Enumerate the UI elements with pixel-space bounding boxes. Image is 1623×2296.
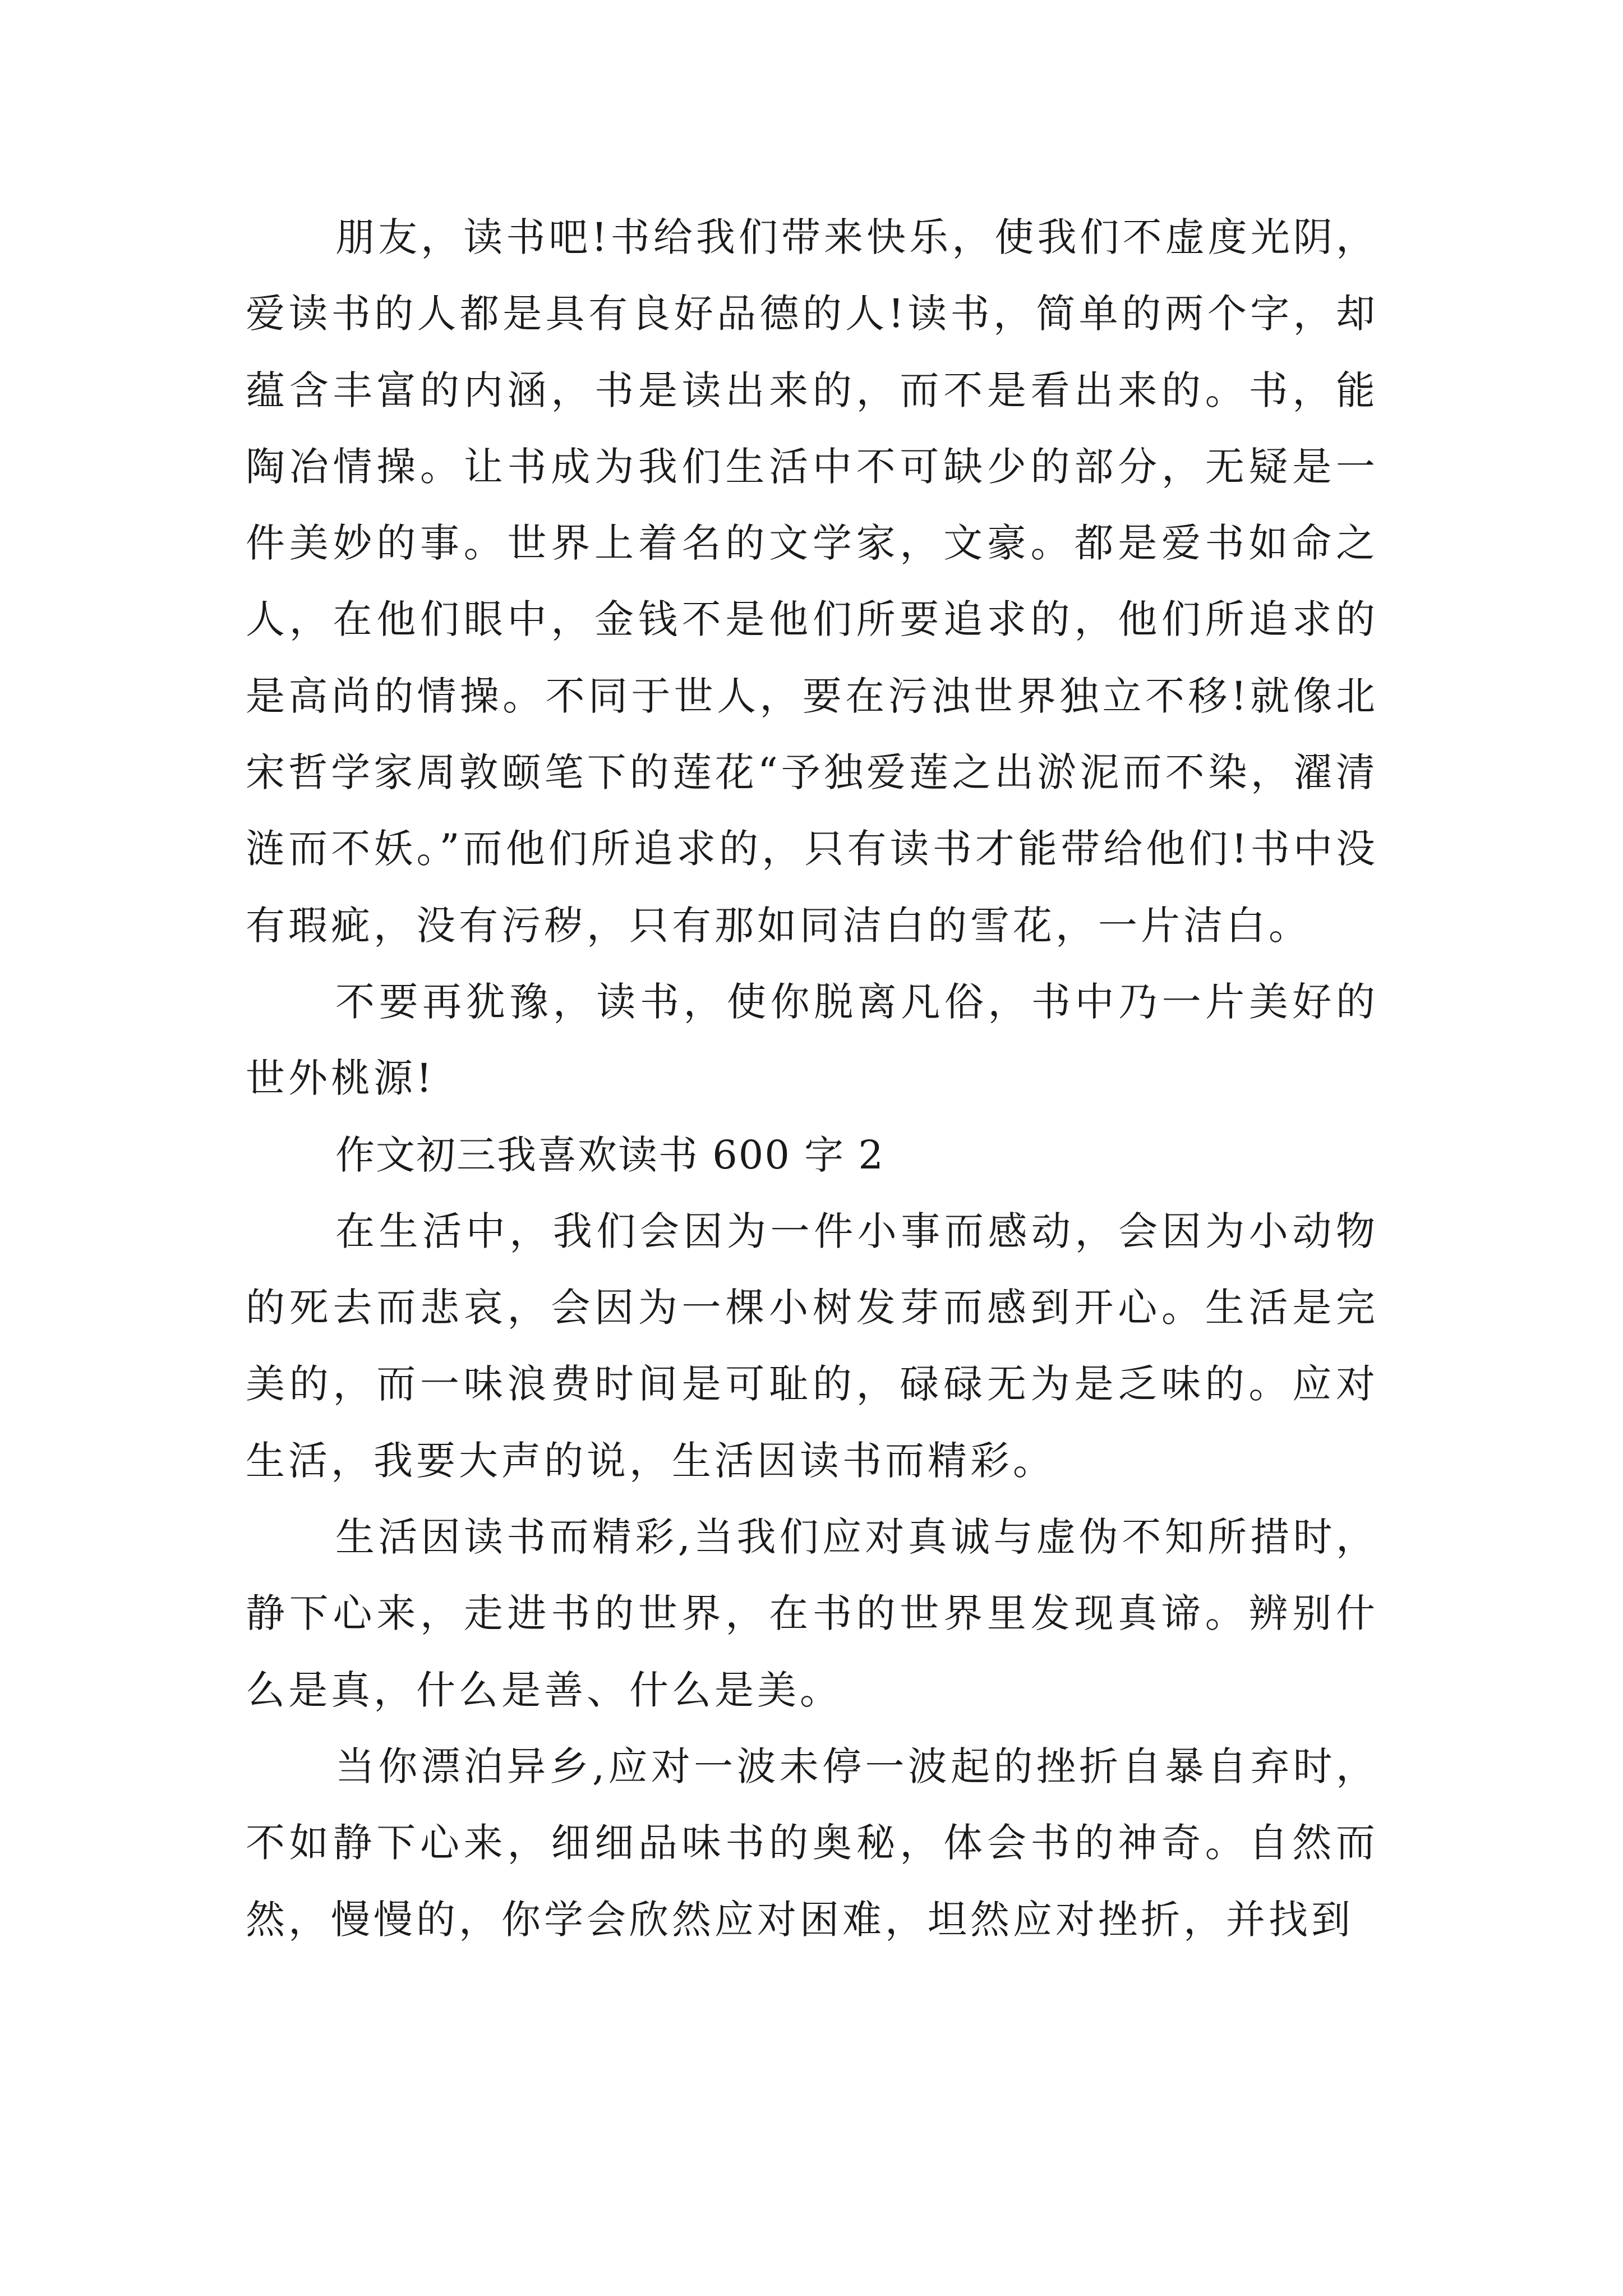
paragraph-dont-hesitate: 不要再犹豫，读书，使你脱离凡俗，书中乃一片美好的世外桃源! (246, 978, 1378, 1102)
paragraph-wandering: 当你漂泊异乡,应对一波未停一波起的挫折自暴自弃时，不如静下心来，细细品味书的奥秘，体会书的神奇。自然而然，慢慢的，你学会欣然应对困难，坦然应对挫折，并找到 (246, 1743, 1378, 1943)
document-body (246, 199, 1378, 1958)
essay-heading: 作文初三我喜欢读书 600 字 2 (335, 1131, 884, 1178)
paragraph-life-wonderful: 生活因读书而精彩,当我们应对真诚与虚伪不知所措时，静下心来，走进书的世界，在书的世界里发现真谛。辨别什么是真，什么是善、什么是美。 (246, 1514, 1378, 1713)
paragraph-life: 在生活中，我们会因为一件小事而感动，会因为小动物的死去而悲哀，会因为一棵小树发芽而感到开心。生活是完美的，而一味浪费时间是可耻的，碌碌无为是乏味的。应对生活，我要大声的说，生活因读书而精彩。 (246, 1208, 1378, 1484)
paragraph-reading-praise: 朋友，读书吧!书给我们带来快乐，使我们不虚度光阴，爱读书的人都是具有良好品德的人!读书，简单的两个字，却蕴含丰富的内涵，书是读出来的，而不是看出来的。书，能陶冶情操。让书成为我们生活中不可缺少的部分，无疑是一件美妙的事。世界上着名的文学家，文豪。都是爱书如命之人，在他们眼中，金钱不是他们所要追求的，他们所追求的是高尚的情操。不同于世人，要在污浊世界独立不移!就像北宋哲学家周敦颐笔下的莲花“予独爱莲之出淤泥而不染，濯清涟而不妖。”而他们所追求的，只有读书才能带给他们!书中没有瑕疵，没有污秽，只有那如同洁白的雪花，一片洁白。 (246, 214, 1378, 949)
